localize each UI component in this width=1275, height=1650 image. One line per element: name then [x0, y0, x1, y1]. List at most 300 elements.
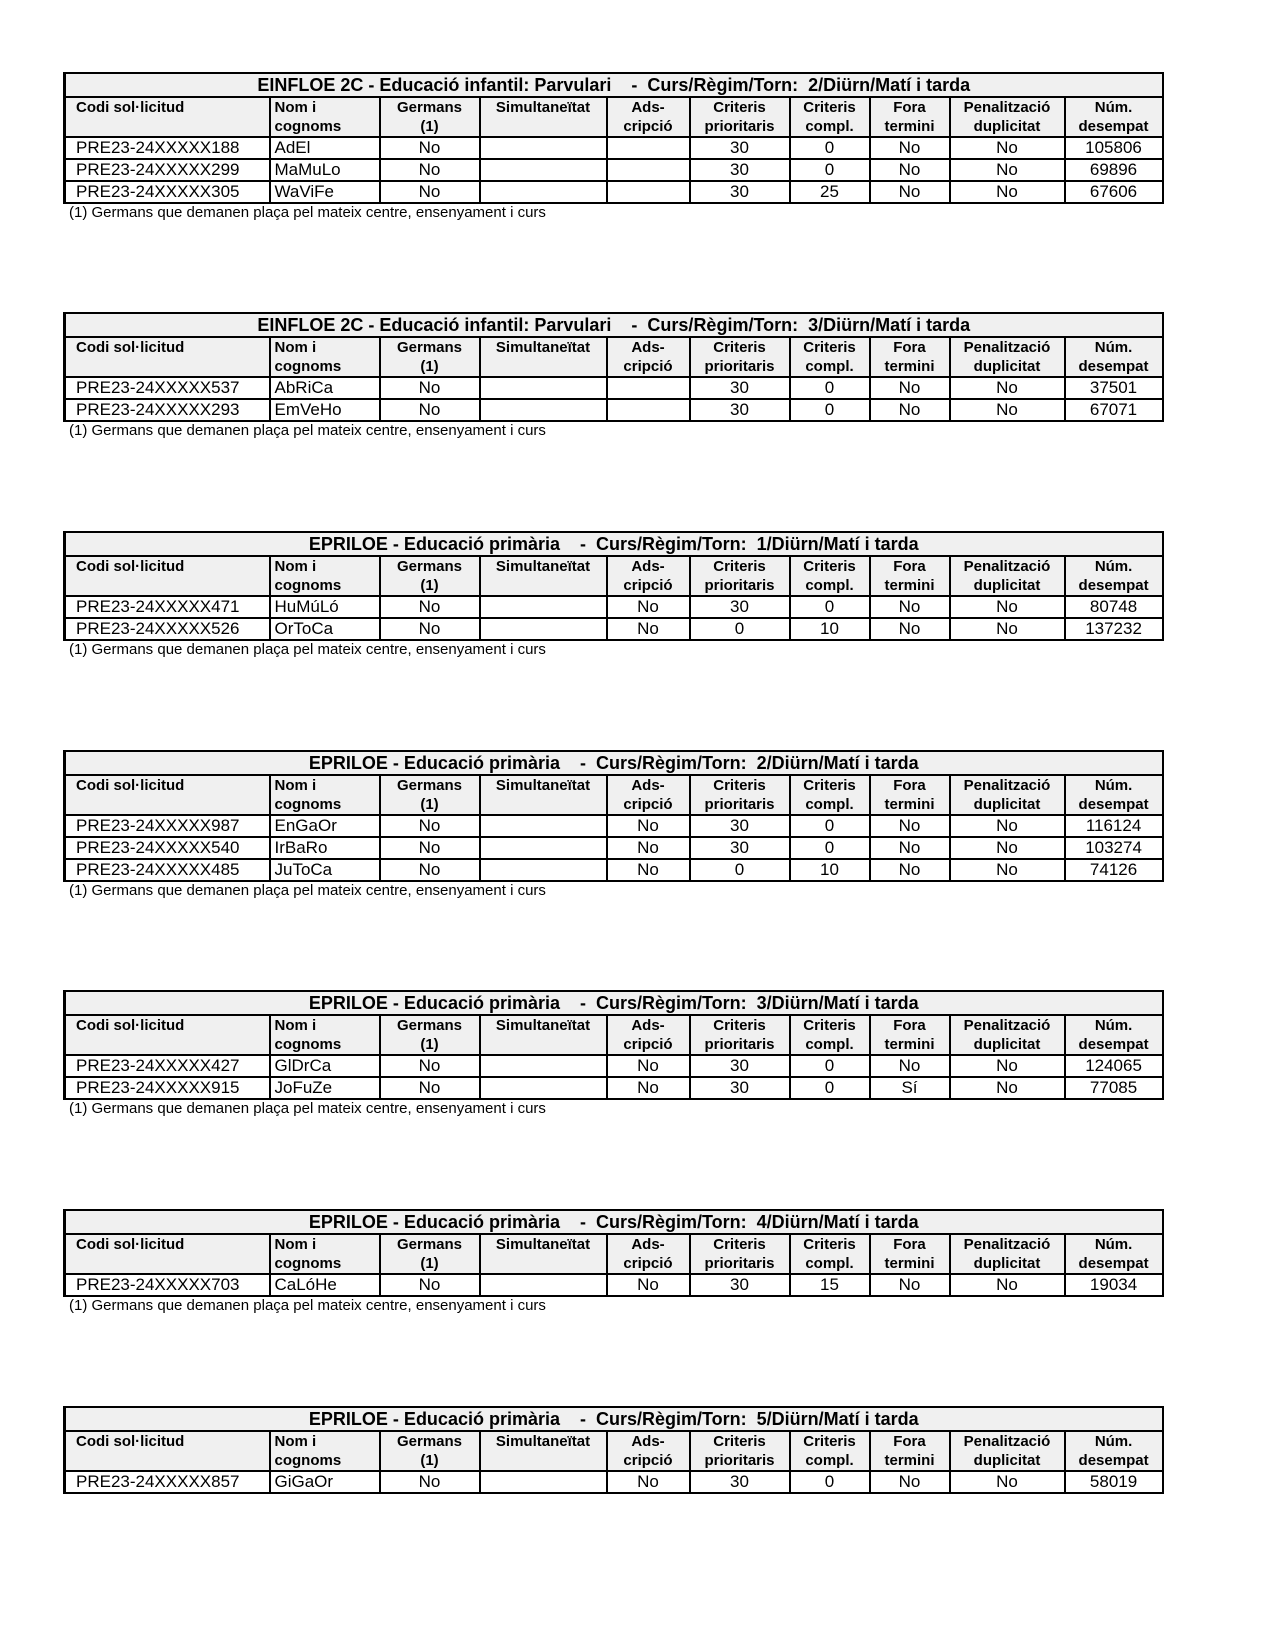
table-cell: PRE23-24XXXXX299: [65, 159, 270, 181]
column-header-line: termini: [884, 1036, 935, 1053]
table-cell: [480, 399, 607, 421]
table-cell: No: [380, 1055, 480, 1077]
table-cell: HuMúLó: [270, 596, 380, 618]
table-cell: 103274: [1065, 837, 1163, 859]
column-header-line: Criteris: [713, 1236, 766, 1253]
table-cell: [607, 181, 690, 203]
table-cell: [607, 377, 690, 399]
column-header-line: Codi sol·licitud: [76, 339, 185, 356]
table-cell: [480, 815, 607, 837]
table-cell: [480, 859, 607, 881]
header-row: [65, 1234, 1163, 1274]
column-header: [270, 97, 380, 137]
column-header-line: (1): [420, 1255, 439, 1272]
column-header-line: prioritaris: [704, 1452, 775, 1469]
table-cell: 0: [790, 596, 870, 618]
column-header-line: compl.: [805, 577, 854, 594]
table-cell: No: [950, 596, 1065, 618]
column-header: [480, 97, 607, 137]
column-header-line: duplicitat: [973, 796, 1041, 813]
column-header-line: Fora: [893, 558, 926, 575]
column-header: [790, 775, 870, 815]
admissions-table: [63, 1406, 1164, 1494]
column-header: [480, 775, 607, 815]
column-header-line: Núm.: [1094, 1236, 1133, 1253]
column-header-line: prioritaris: [704, 1036, 775, 1053]
column-header: [380, 1234, 480, 1274]
column-header-line: Núm.: [1094, 99, 1133, 116]
column-header-line: Núm.: [1094, 1433, 1133, 1450]
column-header-line: Criteris: [713, 558, 766, 575]
table-cell: 30: [690, 815, 790, 837]
column-header-line: cripció: [623, 1036, 673, 1053]
title-row: [65, 991, 1163, 1015]
column-header: [870, 1431, 950, 1471]
column-header-line: Codi sol·licitud: [76, 1017, 185, 1034]
column-header-line: Germans: [396, 1433, 463, 1450]
table-cell: PRE23-24XXXXX987: [65, 815, 270, 837]
column-header-line: prioritaris: [704, 796, 775, 813]
table-row: [65, 837, 1163, 859]
column-header: [690, 1015, 790, 1055]
table-cell: EnGaOr: [270, 815, 380, 837]
header-row: [65, 1431, 1163, 1471]
table-cell: No: [950, 159, 1065, 181]
column-header-line: Fora: [893, 1236, 926, 1253]
table-cell: 0: [790, 1471, 870, 1493]
table-cell: PRE23-24XXXXX293: [65, 399, 270, 421]
column-header: [380, 337, 480, 377]
column-header: [1065, 97, 1163, 137]
column-header-line: cripció: [623, 796, 673, 813]
column-header: [270, 1015, 380, 1055]
table-section: [63, 750, 1161, 900]
column-header-line: (1): [420, 118, 439, 135]
table-cell: OrToCa: [270, 618, 380, 640]
column-header: [690, 1234, 790, 1274]
column-header-line: duplicitat: [973, 118, 1041, 135]
table-cell: [607, 137, 690, 159]
table-cell: No: [607, 596, 690, 618]
table-row: [65, 1077, 1163, 1099]
table-cell: 30: [690, 1274, 790, 1296]
column-header: [607, 775, 690, 815]
table-cell: [607, 159, 690, 181]
table-row: [65, 159, 1163, 181]
table-title: EPRILOE - Educació primària - Curs/Règim/Torn: 4/Diürn/Matí i tarda: [65, 1210, 1163, 1234]
column-header: [607, 97, 690, 137]
column-header: [690, 556, 790, 596]
table-cell: No: [870, 137, 950, 159]
column-header: [1065, 1234, 1163, 1274]
footnote: (1) Germans que demanen plaça pel mateix centre, ensenyament i curs: [69, 1100, 546, 1117]
table-cell: 37501: [1065, 377, 1163, 399]
column-header-line: Nom i: [274, 777, 317, 794]
column-header: [65, 1015, 270, 1055]
table-cell: No: [870, 377, 950, 399]
column-header: [870, 1234, 950, 1274]
column-header-line: cognoms: [274, 796, 342, 813]
column-header-line: (1): [420, 1452, 439, 1469]
header-row: [65, 775, 1163, 815]
column-header: [480, 1431, 607, 1471]
table-cell: No: [870, 181, 950, 203]
column-header-line: Codi sol·licitud: [76, 558, 185, 575]
column-header-line: Nom i: [274, 1236, 317, 1253]
column-header: [65, 556, 270, 596]
column-header-line: Germans: [396, 339, 463, 356]
footnote: (1) Germans que demanen plaça pel mateix centre, ensenyament i curs: [69, 882, 546, 899]
table-cell: CaLóHe: [270, 1274, 380, 1296]
column-header-line: Germans: [396, 99, 463, 116]
table-title: EPRILOE - Educació primària - Curs/Règim/Torn: 2/Diürn/Matí i tarda: [65, 751, 1163, 775]
table-cell: No: [380, 837, 480, 859]
table-cell: No: [870, 837, 950, 859]
admissions-table: [63, 312, 1164, 422]
column-header-line: Penalització: [963, 339, 1051, 356]
column-header-line: Codi sol·licitud: [76, 99, 185, 116]
column-header-line: Simultaneïtat: [495, 1433, 591, 1450]
column-header-line: Simultaneïtat: [495, 558, 591, 575]
column-header: [1065, 1431, 1163, 1471]
footnote: (1) Germans que demanen plaça pel mateix centre, ensenyament i curs: [69, 422, 546, 439]
column-header: [870, 1015, 950, 1055]
table-cell: 0: [690, 859, 790, 881]
column-header-line: desempat: [1078, 1036, 1149, 1053]
column-header-line: termini: [884, 358, 935, 375]
table-cell: No: [380, 1274, 480, 1296]
column-header-line: Simultaneïtat: [495, 99, 591, 116]
column-header: [790, 1015, 870, 1055]
table-cell: [480, 377, 607, 399]
table-section: [63, 1406, 1161, 1494]
column-header-line: cognoms: [274, 1255, 342, 1272]
table-section: [63, 990, 1161, 1118]
column-header-line: duplicitat: [973, 1452, 1041, 1469]
column-header: [1065, 1015, 1163, 1055]
column-header: [480, 556, 607, 596]
table-row: [65, 377, 1163, 399]
table-cell: No: [380, 181, 480, 203]
column-header-line: Fora: [893, 339, 926, 356]
column-header-line: cripció: [623, 358, 673, 375]
table-cell: [607, 399, 690, 421]
table-cell: 58019: [1065, 1471, 1163, 1493]
admissions-table: [63, 750, 1164, 882]
column-header: [790, 1431, 870, 1471]
column-header: [690, 775, 790, 815]
column-header-line: desempat: [1078, 796, 1149, 813]
table-title: EINFLOE 2C - Educació infantil: Parvulari - Curs/Règim/Torn: 2/Diürn/Matí i tarda: [65, 73, 1163, 97]
admissions-table: [63, 990, 1164, 1100]
table-cell: 30: [690, 596, 790, 618]
column-header-line: Criteris: [803, 1236, 856, 1253]
footnote: (1) Germans que demanen plaça pel mateix centre, ensenyament i curs: [69, 641, 546, 658]
column-header-line: Codi sol·licitud: [76, 1236, 185, 1253]
table-cell: AbRiCa: [270, 377, 380, 399]
column-header-line: compl.: [805, 1036, 854, 1053]
table-cell: No: [380, 399, 480, 421]
table-cell: 30: [690, 377, 790, 399]
table-cell: 80748: [1065, 596, 1163, 618]
table-cell: 124065: [1065, 1055, 1163, 1077]
column-header-line: Nom i: [274, 339, 317, 356]
table-cell: 0: [790, 137, 870, 159]
table-cell: 25: [790, 181, 870, 203]
table-cell: No: [950, 859, 1065, 881]
footnote: (1) Germans que demanen plaça pel mateix centre, ensenyament i curs: [69, 1297, 546, 1314]
table-cell: No: [380, 377, 480, 399]
column-header-line: termini: [884, 1255, 935, 1272]
table-cell: PRE23-24XXXXX427: [65, 1055, 270, 1077]
table-cell: 30: [690, 399, 790, 421]
table-row: [65, 596, 1163, 618]
column-header-line: (1): [420, 577, 439, 594]
column-header-line: Simultaneïtat: [495, 1017, 591, 1034]
table-cell: No: [870, 859, 950, 881]
table-cell: 137232: [1065, 618, 1163, 640]
table-cell: 30: [690, 159, 790, 181]
table-cell: IrBaRo: [270, 837, 380, 859]
table-cell: PRE23-24XXXXX188: [65, 137, 270, 159]
column-header-line: Penalització: [963, 1236, 1051, 1253]
column-header-line: Ads-: [631, 558, 665, 575]
table-cell: EmVeHo: [270, 399, 380, 421]
column-header-line: (1): [420, 796, 439, 813]
title-row: [65, 1210, 1163, 1234]
column-header: [950, 1234, 1065, 1274]
column-header-line: Núm.: [1094, 558, 1133, 575]
column-header: [607, 556, 690, 596]
table-cell: [480, 837, 607, 859]
header-row: [65, 97, 1163, 137]
table-cell: 0: [790, 377, 870, 399]
column-header-line: Fora: [893, 99, 926, 116]
column-header-line: Criteris: [803, 558, 856, 575]
header-row: [65, 337, 1163, 377]
table-cell: No: [950, 377, 1065, 399]
column-header-line: Ads-: [631, 1433, 665, 1450]
table-cell: No: [950, 137, 1065, 159]
column-header-line: cognoms: [274, 358, 342, 375]
column-header-line: prioritaris: [704, 1255, 775, 1272]
column-header-line: Simultaneïtat: [495, 1236, 591, 1253]
table-cell: No: [607, 1274, 690, 1296]
table-cell: No: [380, 618, 480, 640]
column-header-line: duplicitat: [973, 1036, 1041, 1053]
column-header: [380, 97, 480, 137]
column-header-line: Germans: [396, 1236, 463, 1253]
table-section: [63, 531, 1161, 659]
column-header-line: Criteris: [803, 1017, 856, 1034]
column-header: [380, 1015, 480, 1055]
table-cell: No: [950, 618, 1065, 640]
table-cell: PRE23-24XXXXX471: [65, 596, 270, 618]
table-cell: No: [950, 181, 1065, 203]
column-header: [65, 775, 270, 815]
table-cell: [480, 1471, 607, 1493]
table-cell: 19034: [1065, 1274, 1163, 1296]
column-header-line: desempat: [1078, 577, 1149, 594]
table-cell: No: [380, 1471, 480, 1493]
column-header-line: Penalització: [963, 558, 1051, 575]
table-cell: [480, 618, 607, 640]
column-header-line: cripció: [623, 118, 673, 135]
table-row: [65, 1274, 1163, 1296]
table-cell: No: [870, 159, 950, 181]
column-header-line: Criteris: [803, 1433, 856, 1450]
footnote: (1) Germans que demanen plaça pel mateix centre, ensenyament i curs: [69, 204, 546, 221]
table-cell: No: [870, 618, 950, 640]
header-row: [65, 1015, 1163, 1055]
column-header-line: cripció: [623, 577, 673, 594]
column-header: [607, 1015, 690, 1055]
column-header-line: desempat: [1078, 358, 1149, 375]
column-header: [790, 97, 870, 137]
table-cell: No: [870, 1274, 950, 1296]
column-header: [65, 97, 270, 137]
column-header-line: Nom i: [274, 558, 317, 575]
title-row: [65, 1407, 1163, 1431]
column-header-line: compl.: [805, 118, 854, 135]
column-header-line: Fora: [893, 1017, 926, 1034]
column-header-line: compl.: [805, 796, 854, 813]
title-row: [65, 73, 1163, 97]
column-header-line: Germans: [396, 777, 463, 794]
column-header-line: Ads-: [631, 339, 665, 356]
table-cell: PRE23-24XXXXX703: [65, 1274, 270, 1296]
table-cell: No: [607, 1077, 690, 1099]
table-row: [65, 618, 1163, 640]
column-header-line: termini: [884, 118, 935, 135]
table-cell: MaMuLo: [270, 159, 380, 181]
table-cell: No: [607, 1471, 690, 1493]
table-cell: No: [950, 399, 1065, 421]
table-cell: No: [950, 1055, 1065, 1077]
column-header-line: duplicitat: [973, 577, 1041, 594]
column-header: [270, 1234, 380, 1274]
column-header-line: Nom i: [274, 1017, 317, 1034]
table-row: [65, 399, 1163, 421]
column-header: [65, 337, 270, 377]
column-header-line: cripció: [623, 1452, 673, 1469]
table-cell: 30: [690, 137, 790, 159]
table-cell: PRE23-24XXXXX540: [65, 837, 270, 859]
column-header: [1065, 775, 1163, 815]
table-cell: 30: [690, 1055, 790, 1077]
column-header-line: termini: [884, 796, 935, 813]
table-section: [63, 312, 1161, 440]
title-row: [65, 313, 1163, 337]
table-cell: 10: [790, 618, 870, 640]
column-header: [65, 1431, 270, 1471]
column-header: [380, 556, 480, 596]
column-header: [480, 1234, 607, 1274]
column-header-line: cognoms: [274, 1452, 342, 1469]
column-header: [950, 97, 1065, 137]
table-cell: 0: [690, 618, 790, 640]
column-header-line: cognoms: [274, 577, 342, 594]
table-cell: [480, 1055, 607, 1077]
table-row: [65, 1055, 1163, 1077]
column-header: [870, 775, 950, 815]
column-header: [950, 775, 1065, 815]
column-header: [607, 1234, 690, 1274]
column-header-line: Núm.: [1094, 1017, 1133, 1034]
column-header-line: Criteris: [713, 99, 766, 116]
column-header: [870, 337, 950, 377]
column-header-line: Fora: [893, 1433, 926, 1450]
column-header-line: desempat: [1078, 1255, 1149, 1272]
table-cell: No: [607, 1055, 690, 1077]
table-title: EPRILOE - Educació primària - Curs/Règim/Torn: 3/Diürn/Matí i tarda: [65, 991, 1163, 1015]
table-cell: No: [870, 1471, 950, 1493]
column-header: [950, 1015, 1065, 1055]
column-header-line: Criteris: [713, 1017, 766, 1034]
table-row: [65, 1471, 1163, 1493]
table-cell: No: [950, 1077, 1065, 1099]
column-header: [270, 1431, 380, 1471]
column-header: [950, 556, 1065, 596]
column-header-line: Criteris: [713, 1433, 766, 1450]
column-header-line: Criteris: [713, 339, 766, 356]
column-header-line: Criteris: [803, 339, 856, 356]
table-title: EPRILOE - Educació primària - Curs/Règim/Torn: 1/Diürn/Matí i tarda: [65, 532, 1163, 556]
column-header-line: Germans: [396, 558, 463, 575]
column-header: [790, 556, 870, 596]
table-cell: 30: [690, 1471, 790, 1493]
table-cell: No: [950, 1274, 1065, 1296]
column-header-line: Simultaneïtat: [495, 777, 591, 794]
table-cell: 30: [690, 837, 790, 859]
column-header: [690, 97, 790, 137]
column-header-line: duplicitat: [973, 1255, 1041, 1272]
column-header-line: Penalització: [963, 1433, 1051, 1450]
table-title: EPRILOE - Educació primària - Curs/Règim/Torn: 5/Diürn/Matí i tarda: [65, 1407, 1163, 1431]
column-header-line: Codi sol·licitud: [76, 777, 185, 794]
column-header: [1065, 556, 1163, 596]
column-header-line: Núm.: [1094, 777, 1133, 794]
column-header-line: (1): [420, 358, 439, 375]
table-cell: 0: [790, 159, 870, 181]
column-header-line: Simultaneïtat: [495, 339, 591, 356]
column-header: [1065, 337, 1163, 377]
table-cell: [480, 1077, 607, 1099]
table-cell: 77085: [1065, 1077, 1163, 1099]
column-header-line: Criteris: [713, 777, 766, 794]
column-header: [870, 97, 950, 137]
table-cell: WaViFe: [270, 181, 380, 203]
table-cell: No: [870, 815, 950, 837]
table-cell: PRE23-24XXXXX305: [65, 181, 270, 203]
table-cell: 30: [690, 181, 790, 203]
table-cell: No: [380, 815, 480, 837]
table-cell: No: [607, 618, 690, 640]
column-header-line: Criteris: [803, 99, 856, 116]
table-cell: [480, 596, 607, 618]
column-header: [270, 337, 380, 377]
column-header-line: compl.: [805, 1255, 854, 1272]
column-header: [790, 337, 870, 377]
column-header: [607, 1431, 690, 1471]
column-header-line: cognoms: [274, 1036, 342, 1053]
table-cell: [480, 159, 607, 181]
header-row: [65, 556, 1163, 596]
column-header-line: Ads-: [631, 1236, 665, 1253]
table-section: [63, 72, 1161, 222]
table-cell: 30: [690, 1077, 790, 1099]
table-cell: [480, 137, 607, 159]
